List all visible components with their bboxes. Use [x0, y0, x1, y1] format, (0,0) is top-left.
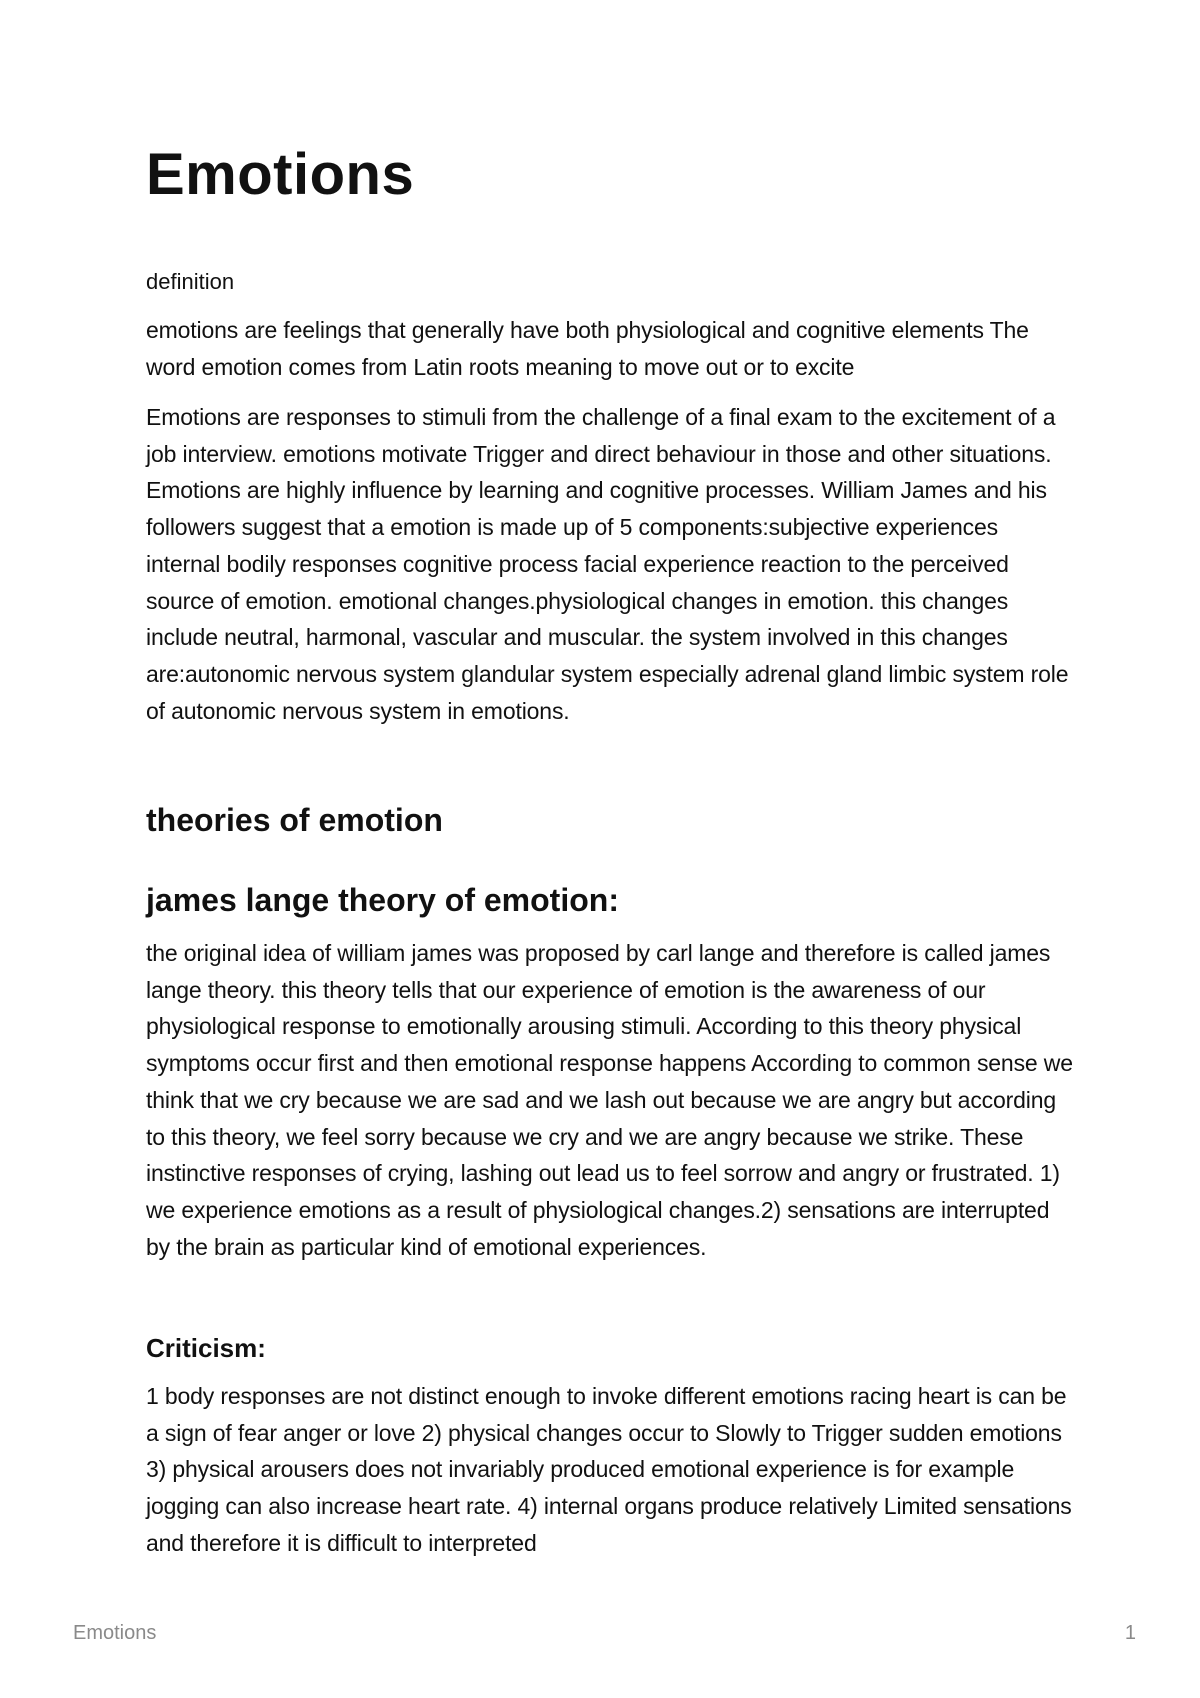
- intro-paragraph: Emotions are responses to stimuli from the challenge of a final exam to the excitement of a job interview. emotions motivate Trigger and direct behaviour in those and other situations. Emotions are highly influence by learning and cognitive processes. William James and his followers suggest that a emotion is made up of 5 components:subjective experiences internal bodily responses cognitive process facial experience reaction to the perceived source of emotion. emotional changes.physiological changes in emotion. this changes include neutral, harmonal, vascular and muscular. the system involved in this changes are:autonomic nervous system glandular system especially adrenal gland limbic system role of autonomic nervous system in emotions.: [146, 404, 1069, 724]
- james-lange-heading: james lange theory of emotion:: [146, 882, 619, 918]
- criticism-heading: Criticism:: [146, 1333, 266, 1363]
- criticism-paragraph: 1 body responses are not distinct enough to invoke different emotions racing heart is can be a sign of fear anger or love 2) physical changes occur to Slowly to Trigger sudden emotions 3) physical arousers does not invariably produced emotional experience is for example jogging can also increase heart rate. 4) internal organs produce relatively Limited sensations and therefore it is difficult to interpreted: [146, 1383, 1072, 1556]
- footer-document-name: Emotions: [73, 1622, 157, 1644]
- theories-heading: theories of emotion: [146, 802, 443, 838]
- footer-page-number: 1: [1124, 1622, 1136, 1644]
- definition-paragraph: emotions are feelings that generally have both physiological and cognitive elements The word emotion comes from Latin roots meaning to move out or to excite: [146, 317, 1029, 380]
- document-body: [146, 140, 1073, 1556]
- document-title: Emotions: [146, 142, 415, 207]
- james-lange-paragraph: the original idea of william james was proposed by carl lange and therefore is called james lange theory. this theory tells that our experience of emotion is the awareness of our physiological response to emotionally arousing stimuli. According to this theory physical symptoms occur first and then emotional response happens According to common sense we think that we cry because we are sad and we lash out because we are angry but according to this theory, we feel sorry because we cry and we are angry because we strike. These instinctive responses of crying, lashing out lead us to feel sorrow and angry or frustrated. 1) we experience emotions as a result of physiological changes.2) sensations are interrupted by the brain as particular kind of emotional experiences.: [146, 940, 1073, 1260]
- definition-label: definition: [146, 269, 235, 294]
